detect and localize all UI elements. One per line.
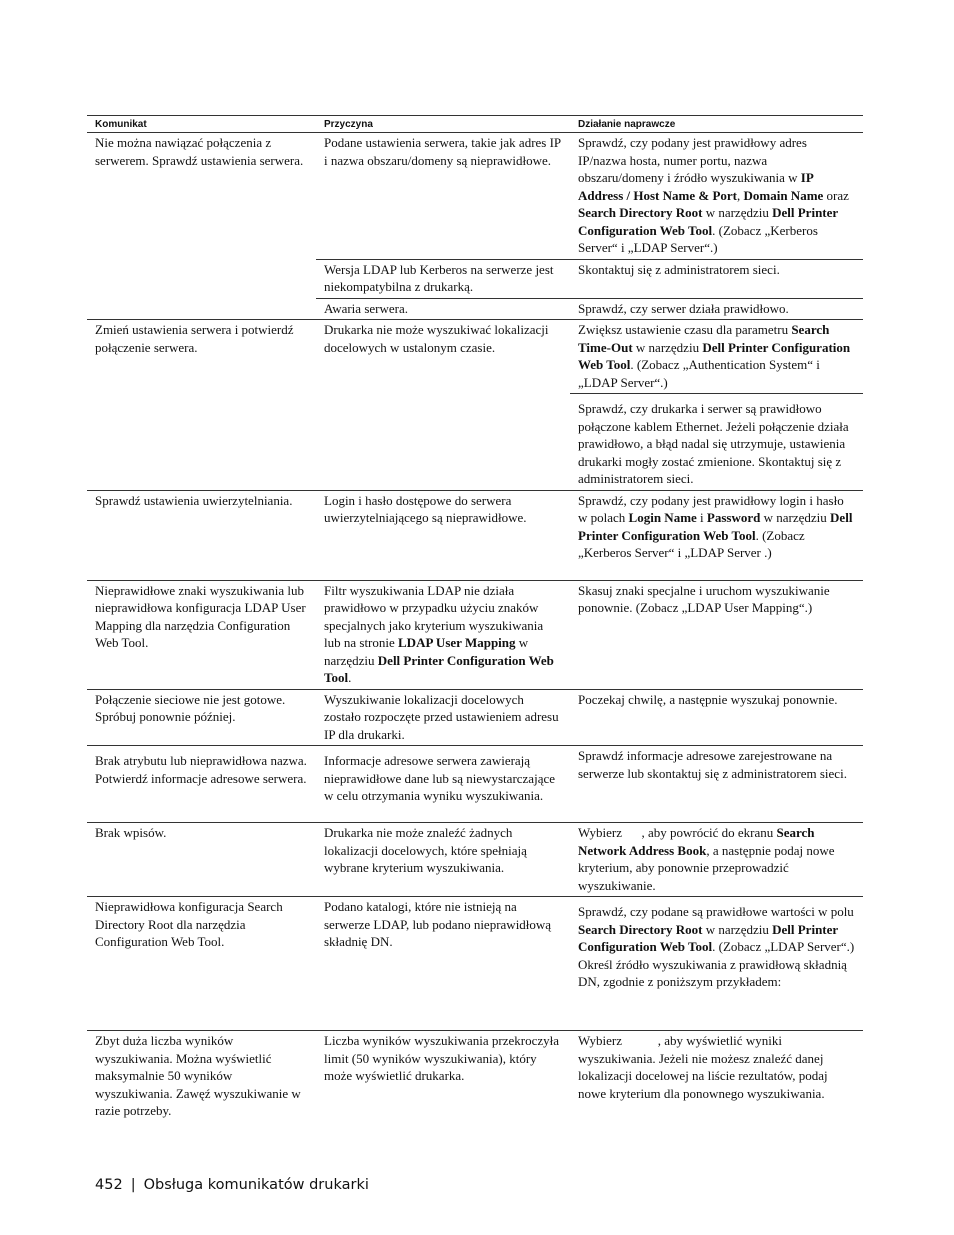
cause-cell: Informacje adresowe serwera zawierają nieprawidłowe dane lub są niewystarczające w celu otrzymania wyniku wyszukiwania. bbox=[316, 746, 570, 823]
action-cell: Sprawdź, czy podany jest prawidłowy adres IP/nazwa hosta, numer portu, nazwa obszaru/domeny i źródło wyszukiwania w IP Address / Host Name & Port, Domain Name oraz Search Directory Root w narzędziu Dell Printer Configuration Web Tool. (Zobacz „Kerberos Server“ i „LDAP Server“.) bbox=[570, 133, 863, 260]
table-row bbox=[87, 823, 863, 897]
action-cell: Poczekaj chwilę, a następnie wyszukaj ponownie. bbox=[570, 689, 863, 746]
table-row bbox=[87, 689, 863, 746]
cause-cell: Login i hasło dostępowe do serwera uwierzytelniającego są nieprawidłowe. bbox=[316, 490, 570, 580]
table-row bbox=[87, 320, 863, 394]
message-cell: Nie można nawiązać połączenia z serwerem. Sprawdź ustawienia serwera. bbox=[87, 133, 316, 320]
action-cell: Sprawdź, czy drukarka i serwer są prawidłowo połączone kablem Ethernet. Jeżeli połączenie działa prawidłowo, a błąd nadal się utrzymuje, ustawienia drukarki mogły zostać zmienione. Skontaktuj się z administratorem sieci. bbox=[570, 394, 863, 491]
message-cell: Nieprawidłowe znaki wyszukiwania lub nieprawidłowa konfiguracja LDAP User Mapping dla narzędzia Configuration Web Tool. bbox=[87, 580, 316, 689]
table-row bbox=[87, 490, 863, 580]
action-cell: Wybierz , aby wyświetlić wyniki wyszukiwania. Jeżeli nie możesz znaleźć danej lokalizacji docelowej na liście rezultatów, podaj nowe kryterium dla ponownego wyszukiwania. bbox=[570, 1031, 863, 1122]
action-cell: Zwiększ ustawienie czasu dla parametru Search Time-Out w narzędziu Dell Printer Configuration Web Tool. (Zobacz „Authentication System“ i „LDAP Server“.) bbox=[570, 320, 863, 394]
message-cell: Zbyt duża liczba wyników wyszukiwania. Można wyświetlić maksymalnie 50 wyników wyszukiwania. Zawęź wyszukiwanie w razie potrzeby. bbox=[87, 1031, 316, 1122]
cause-cell: Wersja LDAP lub Kerberos na serwerze jest niekompatybilna z drukarką. bbox=[316, 259, 570, 298]
action-cell: Sprawdź, czy podane są prawidłowe wartości w polu Search Directory Root w narzędziu Dell Printer Configuration Web Tool. (Zobacz „LDAP Server“.) Określ źródło wyszukiwania z prawidłową składnią DN, zgodnie z poniższym przykładem: bbox=[570, 897, 863, 1031]
message-cell: Nieprawidłowa konfiguracja Search Directory Root dla narzędzia Configuration Web Tool. bbox=[87, 897, 316, 1031]
table-row bbox=[87, 746, 863, 823]
cause-cell: Wyszukiwanie lokalizacji docelowych zostało rozpoczęte przed ustawieniem adresu IP dla drukarki. bbox=[316, 689, 570, 746]
cause-cell: Podane ustawienia serwera, takie jak adres IP i nazwa obszaru/domeny są nieprawidłowe. bbox=[316, 133, 570, 260]
action-cell: Wybierz , aby powrócić do ekranu Search Network Address Book, a następnie podaj nowe kryterium, aby ponownie przeprowadzić wyszukiwanie. bbox=[570, 823, 863, 897]
page-footer bbox=[95, 1177, 369, 1193]
column-header-action: Działanie naprawcze bbox=[570, 116, 863, 133]
cause-cell: Liczba wyników wyszukiwania przekroczyła limit (50 wyników wyszukiwania), który może wyświetlić drukarka. bbox=[316, 1031, 570, 1122]
cause-cell: Podano katalogi, które nie istnieją na serwerze LDAP, lub podano nieprawidłową składnię DN. bbox=[316, 897, 570, 1031]
cause-cell: Drukarka nie może znaleźć żadnych lokalizacji docelowych, które spełniają wybrane kryterium wyszukiwania. bbox=[316, 823, 570, 897]
action-cell: Skontaktuj się z administratorem sieci. bbox=[570, 259, 863, 298]
cause-cell: Filtr wyszukiwania LDAP nie działa prawidłowo w przypadku użyciu znaków specjalnych jako kryterium wyszukiwania lub na stronie LDAP User Mapping w narzędziu Dell Printer Configuration Web Tool. bbox=[316, 580, 570, 689]
page-number: 452 bbox=[95, 1177, 123, 1193]
message-cell: Sprawdź ustawienia uwierzytelniania. bbox=[87, 490, 316, 580]
table-header-row bbox=[87, 116, 863, 133]
footer-separator: | bbox=[130, 1177, 136, 1193]
action-cell: Sprawdź, czy serwer działa prawidłowo. bbox=[570, 298, 863, 320]
table-row bbox=[87, 133, 863, 260]
message-cell: Połączenie sieciowe nie jest gotowe. Spróbuj ponownie później. bbox=[87, 689, 316, 746]
column-header-message: Komunikat bbox=[87, 116, 316, 133]
message-cell: Zmień ustawienia serwera i potwierdź połączenie serwera. bbox=[87, 320, 316, 491]
table-row bbox=[87, 1031, 863, 1122]
action-cell: Skasuj znaki specjalne i uruchom wyszukiwanie ponownie. (Zobacz „LDAP User Mapping“.) bbox=[570, 580, 863, 689]
table-row bbox=[87, 580, 863, 689]
column-header-cause: Przyczyna bbox=[316, 116, 570, 133]
printer-messages-table bbox=[87, 115, 863, 1122]
cause-cell: Awaria serwera. bbox=[316, 298, 570, 320]
section-title: Obsługa komunikatów drukarki bbox=[143, 1177, 369, 1193]
table-row bbox=[87, 897, 863, 1031]
action-cell: Sprawdź, czy podany jest prawidłowy login i hasło w polach Login Name i Password w narzędziu Dell Printer Configuration Web Tool. (Zobacz „Kerberos Server“ i „LDAP Server .) bbox=[570, 490, 863, 580]
message-cell: Brak atrybutu lub nieprawidłowa nazwa. Potwierdź informacje adresowe serwera. bbox=[87, 746, 316, 823]
message-cell: Brak wpisów. bbox=[87, 823, 316, 897]
action-cell: Sprawdź informacje adresowe zarejestrowane na serwerze lub skontaktuj się z administratorem sieci. bbox=[570, 746, 863, 823]
cause-cell: Drukarka nie może wyszukiwać lokalizacji docelowych w ustalonym czasie. bbox=[316, 320, 570, 491]
